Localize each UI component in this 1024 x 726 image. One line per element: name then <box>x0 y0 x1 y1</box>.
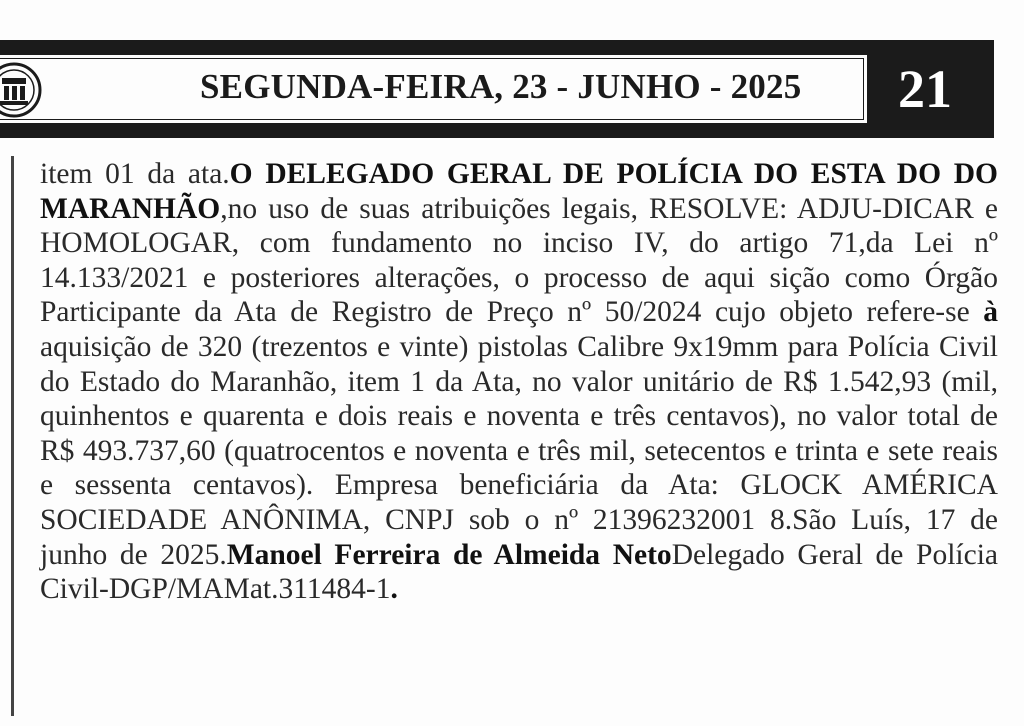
publication-text <box>40 157 998 607</box>
preposition-emphasis: à <box>983 296 998 329</box>
coat-of-arms-seal-icon <box>0 62 42 118</box>
resolution-text: ,no uso de suas atribuições legais, RESOLVE: ADJU-DICAR e HOMOLOGAR, com fundamento no inciso IV, do artigo 71,da Lei nº 14.133/2021 e posteriores alterações, o processo de aqui sição como Órgão Participante da Ata de Registro de Preço nº 50/2024 cujo objeto refere-se <box>40 192 998 329</box>
signatory-title: Delegado Geral de Polícia Civil-DGP/MAMat.311484-1 <box>40 538 998 606</box>
column-divider <box>11 156 14 716</box>
final-period: . <box>390 573 398 606</box>
intro-text: item 01 da ata. <box>40 158 230 190</box>
object-text: aquisição de 320 (trezentos e vinte) pistolas Calibre 9x19mm para Polícia Civil do Estado do Maranhão, item 1 da Ata, no valor unitário de R$ 1.542,93 (mil, quinhentos e quarenta e dois reais e noventa e três centavos), no valor total de R$ 493.737,60 (quatrocentos e noventa e três mil, setecentos e trinta e sete reais e sessenta centavos). Empresa beneficiária da Ata: GLOCK AMÉRICA SOCIEDADE ANÔNIMA, CNPJ sob o nº 21396232001 8.São Luís, 17 de junho de 2025. <box>40 330 998 571</box>
signatory-name: Manoel Ferreira de Almeida Neto <box>226 538 672 571</box>
authority-heading: O DELEGADO GERAL DE POLÍCIA DO ESTA DO DO MARANHÃO <box>40 158 998 225</box>
page-number: 21 <box>898 59 952 119</box>
issue-date: SEGUNDA-FEIRA, 23 - JUNHO - 2025 <box>200 67 802 106</box>
